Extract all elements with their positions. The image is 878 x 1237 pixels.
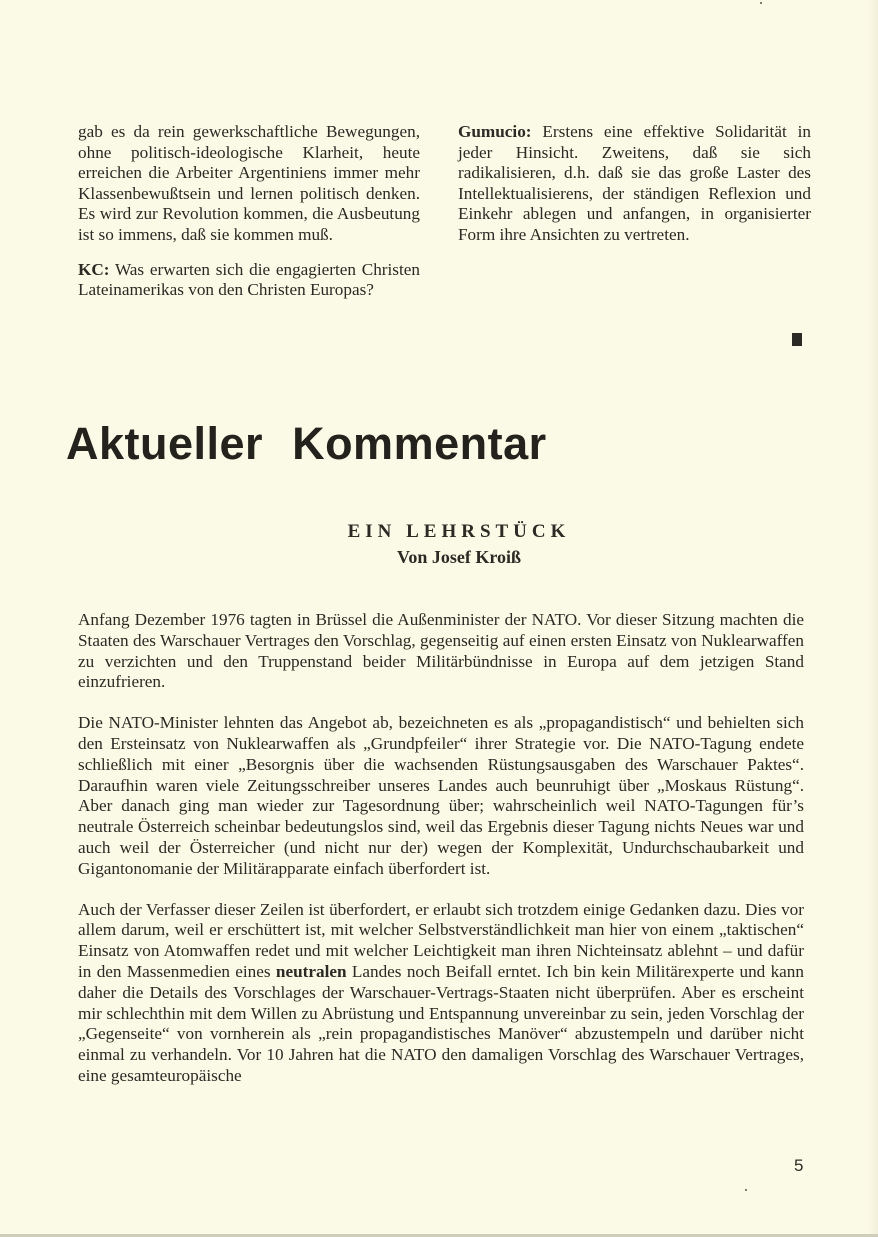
article-paragraph: Anfang Dezember 1976 tagten in Brüssel die Außenminister der NATO. Vor dieser Sitzung machten die Staaten des Warschauer Vertrages den Vorschlag, gegenseitig auf einen ersten Einsatz von Nuklearwaffen zu verzichten und den Truppenstand beider Militärbündnisse in Europa auf dem jetzigen Stand einzufrieren. xyxy=(78,610,804,692)
interview-right-column xyxy=(458,122,811,246)
section-title: Aktueller Kommentar xyxy=(66,418,547,469)
interview-question xyxy=(78,260,420,301)
answer-text: Erstens eine effektive Solidarität in jeder Hinsicht. Zweitens, daß sie sich radikalisieren, d.h. daß sie das große Laster des Intellektualisierens, der ständigen Reflexion und Einkehr ablegen und anfangen, in organisierter Form ihre Ansichten zu vertreten. xyxy=(458,122,811,244)
question-text: Was erwarten sich die engagierten Christen Lateinamerikas von den Christen Europas? xyxy=(78,259,420,300)
scan-speck xyxy=(760,2,762,4)
article-paragraph xyxy=(78,900,804,1087)
speaker-label: KC: xyxy=(78,259,110,279)
interview-left-column xyxy=(78,122,420,301)
paragraph-text: Auch der Verfasser dieser Zeilen ist überfordert, er erlaubt sich trotzdem einige Gedanken dazu. Dies vor allem darum, weil er erschüttert ist, mit welcher Selbstverständlichkeit man hier von einem „taktischen“ Einsatz von Atomwaffen redet und mit welcher Leichtigkeit man ihren Nichteinsatz ablehnt – und dafür in den Massenmedien eines xyxy=(78,899,804,981)
scan-speck xyxy=(745,1189,747,1191)
article-byline: Von Josef Kroiß xyxy=(396,547,522,567)
page-number: 5 xyxy=(794,1156,804,1175)
emphasized-word: neutralen xyxy=(275,961,347,981)
page-edge-shadow xyxy=(868,0,878,1237)
interview-answer xyxy=(458,122,811,246)
article-paragraph: Die NATO-Minister lehnten das Angebot ab, bezeichneten es als „propagandistisch“ und behielten sich den Ersteinsatz von Nuklearwaffen als „Grundpfeiler“ ihrer Strategie vor. Die NATO-Tagung endete schließlich mit einer „Besorgnis über die wachsenden Rüstungsausgaben des Warschauer Paktes“. Daraufhin waren viele Zeitungsschreiber unseres Landes auch beunruhigt über „Moskaus Rüstung“. Aber danach ging man wieder zur Tagesordnung über; wahrscheinlich weil NATO-Tagungen für’s neutrale Österreich scheinbar bedeutungslos sind, weil das Ergebnis dieser Tagung nichts Neues war und auch weil der Österreicher (und nicht nur der) wegen der Komplexität, Undurchschaubarkeit und Gigantonomanie der Militärapparate einfach überfordert ist. xyxy=(78,713,804,878)
end-of-article-square-icon xyxy=(792,333,802,346)
article-title: EIN LEHRSTÜCK xyxy=(347,521,571,542)
article-body xyxy=(78,610,804,1087)
interview-paragraph: gab es da rein gewerkschaftliche Bewegungen, ohne politisch-ideologische Klarheit, heute erreichen die Arbeiter Argentiniens immer mehr Klassenbewußtsein und lernen politisch denken. Es wird zur Revolution kommen, die Ausbeutung ist so immens, daß sie kommen muß. xyxy=(78,122,420,244)
paragraph-text: Landes noch Beifall erntet. Ich bin kein Militärexperte und kann daher die Details des Vorschlages der Warschauer-Vertrags-Staaten nicht überprüfen. Aber es erscheint mir schlechthin mit dem Willen zu Abrüstung und Entspannung unvereinbar zu sein, jeden Vorschlag der „Gegenseite“ von vornherein als „rein propagandistisches Manöver“ abzustempeln und darüber nicht einmal zu verhandeln. Vor 10 Jahren hat die NATO den damaligen Vorschlag des Warschauer Vertrages, eine gesamteuropäische xyxy=(78,961,804,1085)
speaker-label: Gumucio: xyxy=(458,122,532,141)
